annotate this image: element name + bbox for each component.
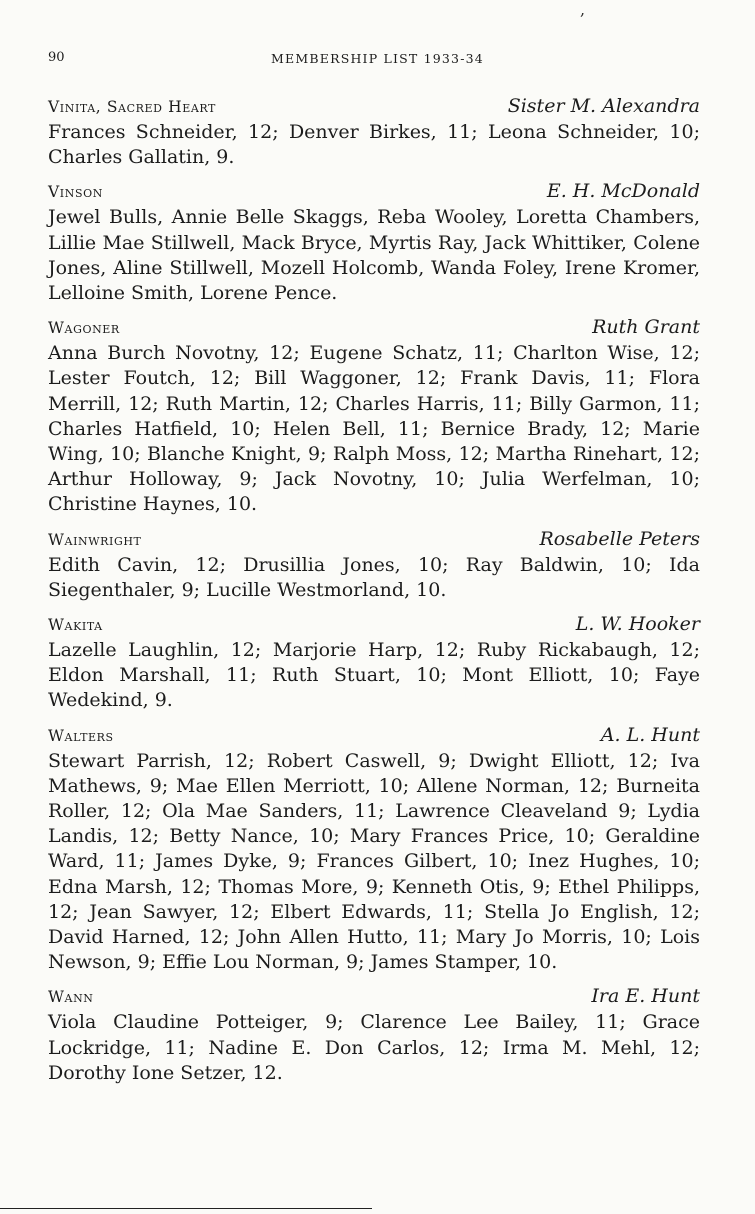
member-list: Edith Cavin, 12; Drusillia Jones, 10; Ray Baldwin, 10; Ida Siegenthaler, 9; Lucille Westmorland, 10. <box>48 553 700 601</box>
entry-heading <box>48 984 700 1010</box>
sponsor-name: Ruth Grant <box>592 316 700 339</box>
sponsor-name: A. L. Hunt <box>600 723 700 746</box>
school-name: Wakita <box>48 616 103 635</box>
member-list: Lazelle Laughlin, 12; Marjorie Harp, 12; Ruby Rickabaugh, 12; Eldon Marshall, 11; Ruth Stuart, 10; Mont Elliott, 10; Faye Wedekind, 9. <box>48 639 700 712</box>
sponsor-name: Sister M. Alexandra <box>507 95 700 117</box>
member-list: Anna Burch Novotny, 12; Eugene Schatz, 11; Charlton Wise, 12; Lester Foutch, 12; Bill Waggoner, 12; Frank Davis, 11; Flora Merrill, 12; Ruth Martin, 12; Charles Harris, 11; Billy Garmon, 11; Charles Hatfield, 10; Helen Bell, 11; Bernice Brady, 12; Marie Wing, 10; Blanche Knight, 9; Ralph Moss, 12; Martha Rinehart, 12; Arthur Holloway, 9; Jack Novotny, 10; Julia Werfelman, 10; Christine Haynes, 10. <box>48 342 700 516</box>
entry-heading <box>48 527 700 553</box>
entry-heading <box>48 612 700 638</box>
school-name: Vinson <box>48 183 103 202</box>
member-list: Frances Schneider, 12; Denver Birkes, 11; Leona Schneider, 10; Charles Gallatin, 9. <box>48 121 700 169</box>
member-list: Stewart Parrish, 12; Robert Caswell, 9; Dwight Elliott, 12; Iva Mathews, 9; Mae Ellen Merriott, 10; Allene Norman, 12; Burneita Roller, 12; Ola Mae Sanders, 11; Lawrence Cleaveland 9; Lydia Landis, 12; Betty Nance, 10; Mary Frances Price, 10; Geraldine Ward, 11; James Dyke, 9; Frances Gilbert, 10; Inez Hughes, 10; Edna Marsh, 12; Thomas More, 9; Kenneth Otis, 9; Ethel Philipps, 12; Jean Sawyer, 12; Elbert Edwards, 11; Stella Jo English, 12; David Harned, 12; John Allen Hutto, 11; Mary Jo Morris, 10; Lois Newson, 9; Effie Lou Norman, 9; James Stamper, 10. <box>48 749 700 974</box>
school-name: Wann <box>48 988 94 1007</box>
membership-list <box>48 94 700 1095</box>
member-list: Viola Claudine Potteiger, 9; Clarence Lee Bailey, 11; Grace Lockridge, 11; Nadine E. Don Carlos, 12; Irma M. Mehl, 12; Dorothy Ione Setzer, 12. <box>48 1011 700 1084</box>
school-entry-wann <box>48 984 700 1086</box>
sponsor-name: L. W. Hooker <box>575 613 700 636</box>
school-name: Wagoner <box>48 319 120 338</box>
school-entry-wakita <box>48 612 700 714</box>
school-entry-wainwright <box>48 527 700 603</box>
school-entry-walters <box>48 723 700 976</box>
running-head: MEMBERSHIP LIST 1933-34 <box>271 51 484 66</box>
footer-rule <box>0 1208 372 1209</box>
entry-heading <box>48 723 700 749</box>
sponsor-name: E. H. McDonald <box>546 180 700 203</box>
page-number: 90 <box>48 50 65 65</box>
sponsor-name: Rosabelle Peters <box>539 527 700 550</box>
school-entry-vinson <box>48 179 700 306</box>
school-entry-vinita <box>48 94 700 170</box>
sponsor-name: Ira E. Hunt <box>591 985 700 1008</box>
member-list: Jewel Bulls, Annie Belle Skaggs, Reba Wooley, Loretta Chambers, Lillie Mae Stillwell, Mack Bryce, Myrtis Ray, Jack Whittiker, Colene Jones, Aline Stillwell, Mozell Holcomb, Wanda Foley, Irene Kromer, Lelloine Smith, Lorene Pence. <box>48 206 700 305</box>
school-name: Vinita, Sacred Heart <box>48 98 216 116</box>
school-name: Wainwright <box>48 530 142 549</box>
entry-heading <box>48 179 700 205</box>
stray-mark: , <box>580 0 586 19</box>
school-name: Walters <box>48 726 114 745</box>
entry-heading <box>48 94 700 120</box>
school-entry-wagoner <box>48 315 700 517</box>
entry-heading <box>48 315 700 341</box>
